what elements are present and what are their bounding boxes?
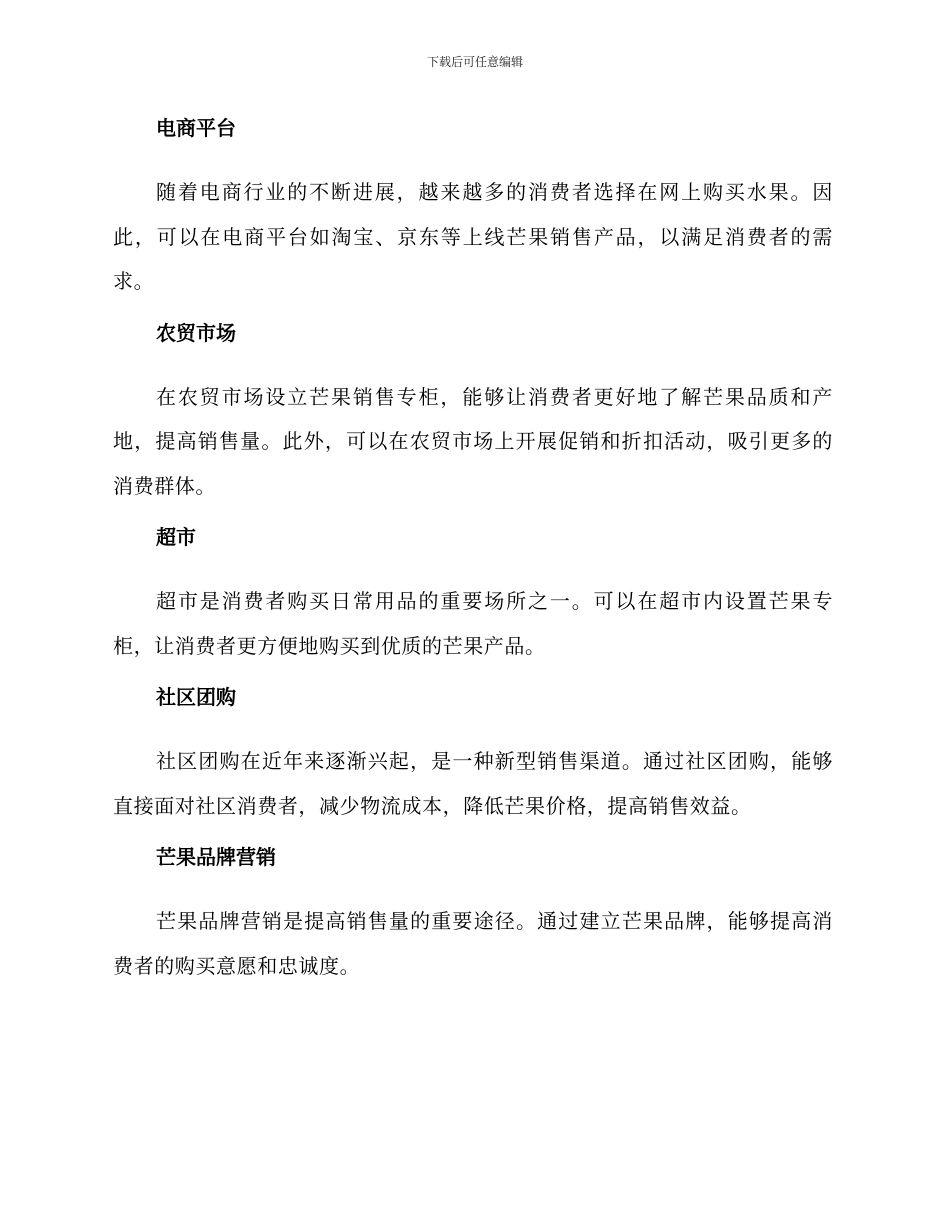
section-body-farmers-market: 在农贸市场设立芒果销售专柜，能够让消费者更好地了解芒果品质和产地，提高销售量。此外，可以在农贸市场上开展促销和折扣活动，吸引更多的消费群体。	[113, 384, 833, 498]
section-body-ecommerce: 随着电商行业的不断进展，越来越多的消费者选择在网上购买水果。因此，可以在电商平台如淘宝、京东等上线芒果销售产品，以满足消费者的需求。	[113, 180, 833, 293]
section-body-brand-marketing: 芒果品牌营销是提高销售量的重要途径。通过建立芒果品牌，能够提高消费者的购买意愿和忠诚度。	[113, 909, 833, 978]
section-body-community-group-buying: 社区团购在近年来逐渐兴起，是一种新型销售渠道。通过社区团购，能够直接面对社区消费者，减少物流成本，降低芒果价格，提高销售效益。	[113, 749, 833, 818]
section-body-supermarket: 超市是消费者购买日常用品的重要场所之一。可以在超市内设置芒果专柜，让消费者更方便地购买到优质的芒果产品。	[113, 589, 833, 658]
section-heading-brand-marketing: 芒果品牌营销	[156, 845, 276, 869]
section-heading-community-group-buying: 社区团购	[156, 685, 236, 709]
page-header: 下载后可任意编辑	[426, 55, 523, 69]
section-heading-farmers-market: 农贸市场	[156, 320, 236, 345]
section-heading-supermarket: 超市	[156, 525, 196, 549]
document-body	[113, 113, 833, 1002]
section-heading-ecommerce: 电商平台	[156, 116, 236, 140]
